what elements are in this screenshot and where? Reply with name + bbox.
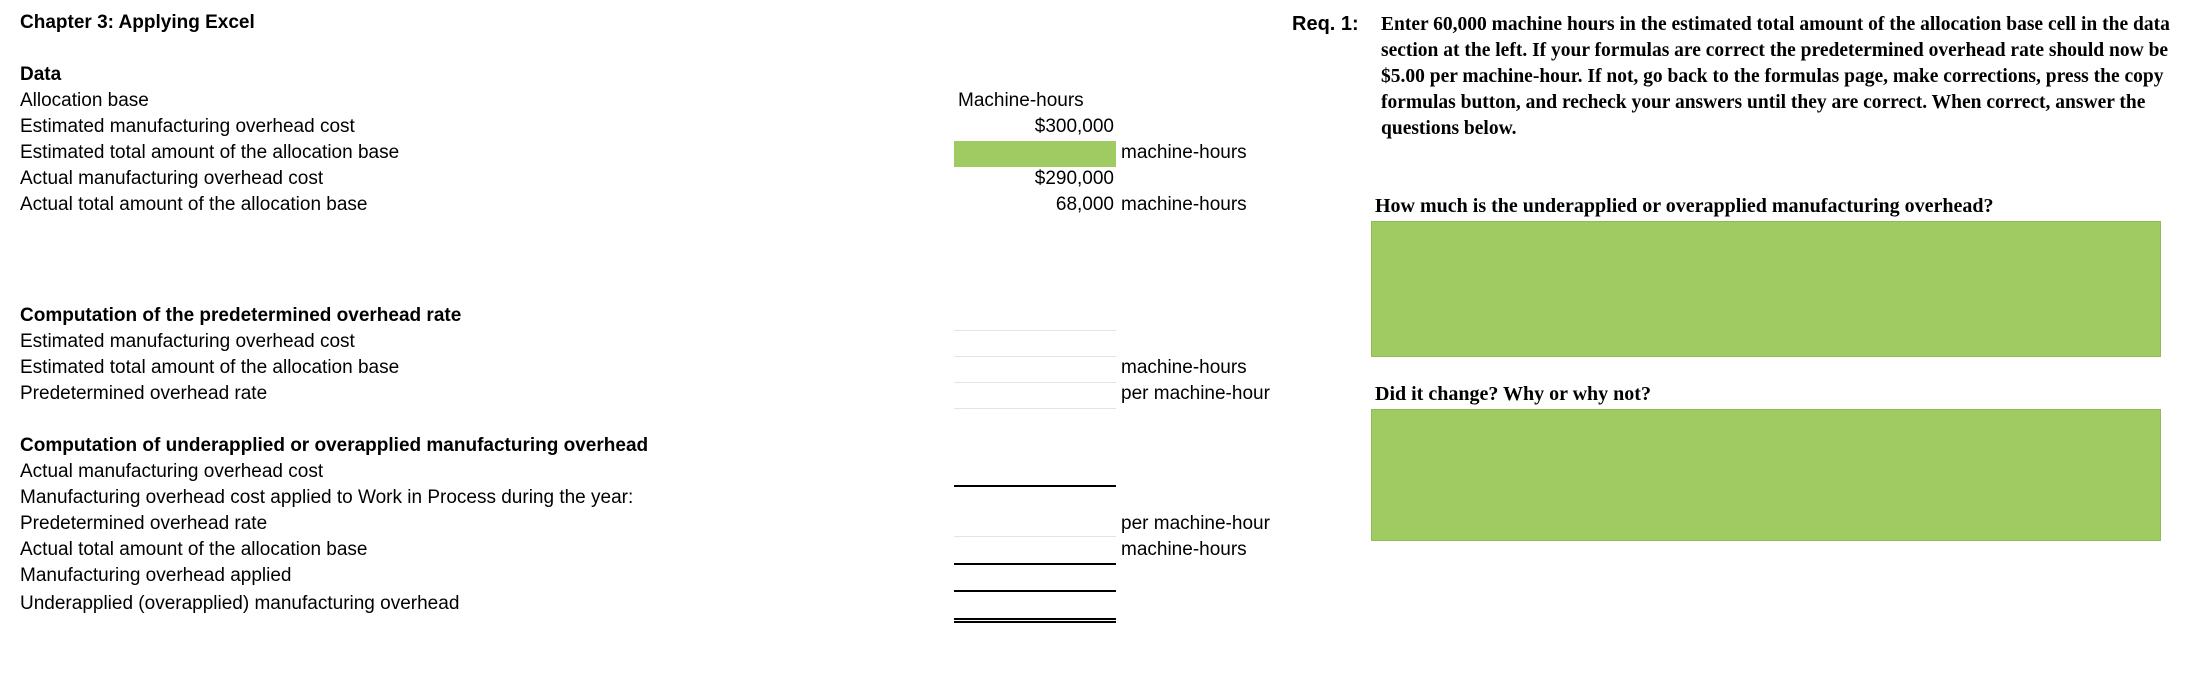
data-heading: Data: [20, 64, 62, 85]
computation-row-label: Estimated total amount of the allocation base: [20, 357, 400, 378]
estimated-overhead-value[interactable]: $300,000: [1034, 116, 1114, 137]
requirement-label: Req. 1:: [1292, 13, 1359, 35]
formula-cell[interactable]: [954, 358, 1116, 383]
computation-row-label: Predetermined overhead rate: [20, 383, 268, 404]
allocation-base-value[interactable]: Machine-hours: [958, 90, 1084, 111]
data-row-label: Estimated manufacturing overhead cost: [20, 116, 355, 137]
applied-heading: Computation of underapplied or overapplied manufacturing overhead: [20, 435, 649, 456]
requirement-text: Enter 60,000 machine hours in the estimated total amount of the allocation base cell in the data section at the left. If your formulas are correct the predetermined overhead rate should now be $5.00 per machine-hour. If not, go back to the formulas page, make corrections, press the copy formulas button, and recheck your answers until they are correct. When correct, answer the questions below.: [1381, 14, 2170, 139]
computation-row-label: Underapplied (overapplied) manufacturing overhead: [20, 593, 460, 614]
computation-row-label: Predetermined overhead rate: [20, 513, 268, 534]
formula-cell[interactable]: [954, 565, 1116, 592]
formula-cell[interactable]: [954, 384, 1116, 409]
formula-cell[interactable]: [954, 592, 1116, 623]
formula-cell[interactable]: [954, 306, 1116, 331]
unit-label: per machine-hour: [1121, 513, 1270, 534]
unit-label: machine-hours: [1121, 142, 1247, 163]
question-2: Did it change? Why or why not?: [1375, 383, 1651, 405]
page-title: Chapter 3: Applying Excel: [20, 12, 255, 33]
answer-box-2[interactable]: [1371, 409, 2161, 541]
data-row-label: Actual manufacturing overhead cost: [20, 168, 324, 189]
actual-overhead-value[interactable]: $290,000: [1034, 168, 1114, 189]
question-1: How much is the underapplied or overapplied manufacturing overhead?: [1375, 195, 1994, 217]
unit-label: machine-hours: [1121, 194, 1247, 215]
data-row-label: Actual total amount of the allocation base: [20, 194, 368, 215]
computation-row-label: Estimated manufacturing overhead cost: [20, 331, 355, 352]
computation-row-label: Manufacturing overhead cost applied to Work in Process during the year:: [20, 487, 634, 508]
computation-row-label: Actual total amount of the allocation base: [20, 539, 368, 560]
actual-allocation-base-value[interactable]: 68,000: [1055, 194, 1114, 215]
unit-label: machine-hours: [1121, 539, 1247, 560]
data-row-label: Estimated total amount of the allocation base: [20, 142, 400, 163]
formula-cell[interactable]: [954, 512, 1116, 537]
data-row-label: Allocation base: [20, 90, 149, 111]
predetermined-heading: Computation of the predetermined overhead rate: [20, 305, 462, 326]
formula-cell[interactable]: [954, 332, 1116, 357]
computation-row-label: Actual manufacturing overhead cost: [20, 461, 324, 482]
estimated-allocation-base-input[interactable]: [954, 141, 1116, 167]
unit-label: per machine-hour: [1121, 383, 1270, 404]
unit-label: machine-hours: [1121, 357, 1247, 378]
computation-row-label: Manufacturing overhead applied: [20, 565, 292, 586]
answer-box-1[interactable]: [1371, 221, 2161, 357]
formula-cell[interactable]: [954, 460, 1116, 487]
formula-cell[interactable]: [954, 538, 1116, 565]
